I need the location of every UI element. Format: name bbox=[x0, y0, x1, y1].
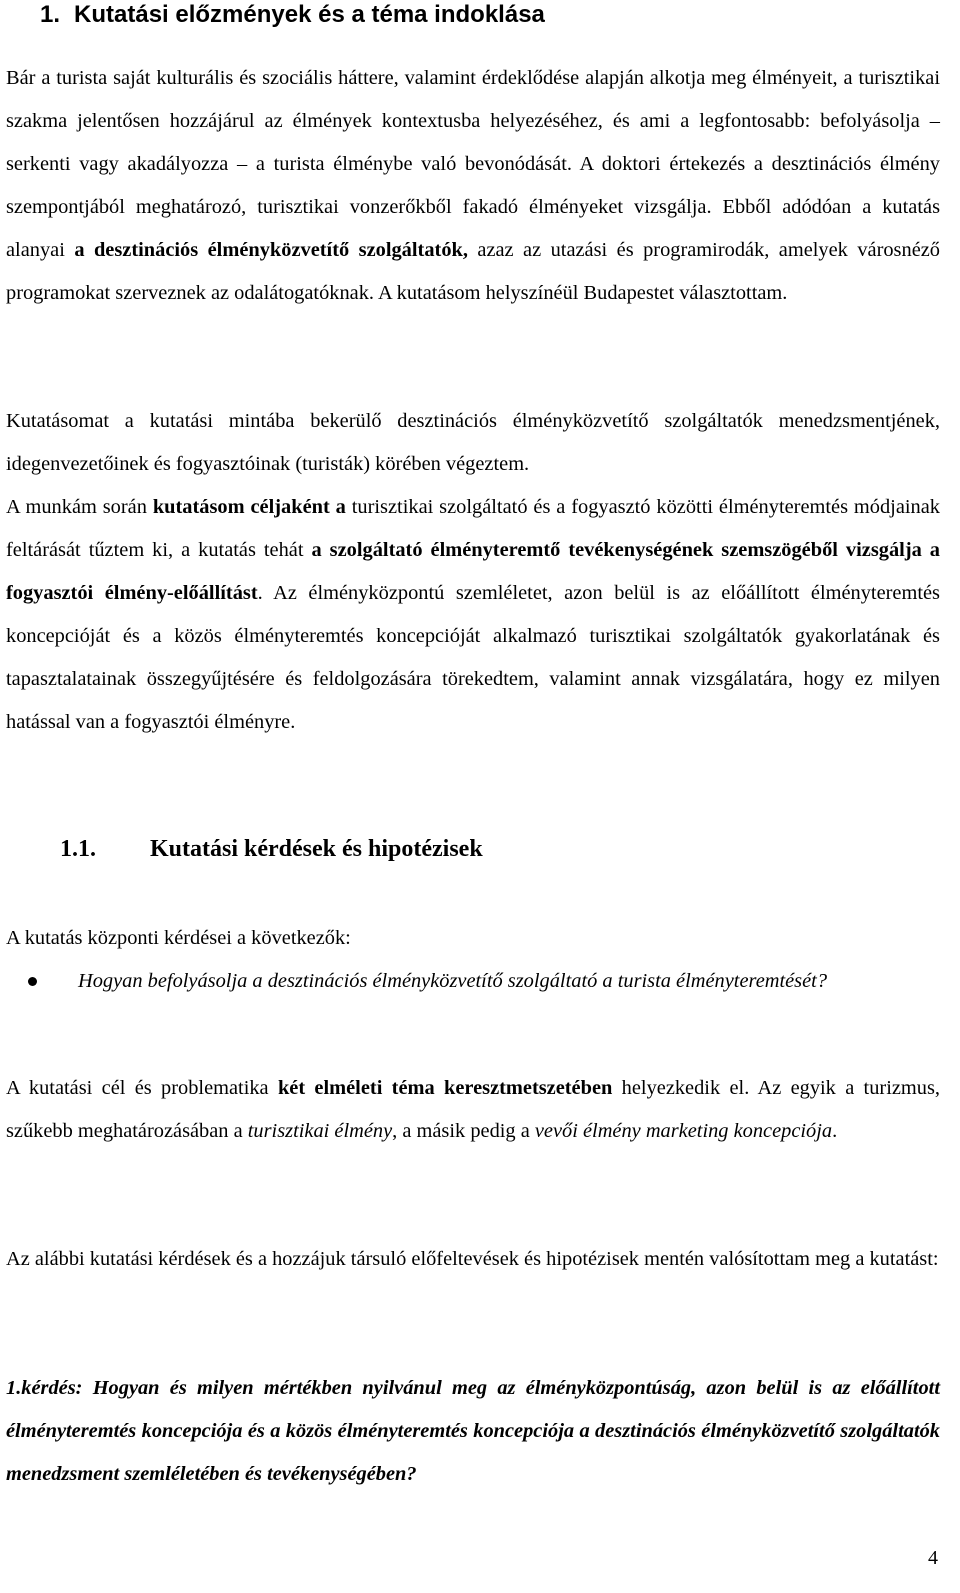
paragraph-text: turisztikai szolgáltató és a fogyasztó közötti élményteremtés módjainak feltárását tűztem ki, a kutatás tehát bbox=[6, 496, 940, 561]
paragraph-sample: Kutatásomat a kutatási mintába bekerülő desztinációs élményközvetítő szolgáltatók menedzsmentjének, idegenvezetőinek és fogyasztóinak (turisták) körében végeztem. bbox=[6, 410, 940, 475]
subsection-title: Kutatási kérdések és hipotézisek bbox=[150, 836, 483, 862]
subsection-heading bbox=[60, 829, 483, 869]
bold-emphasis: kutatásom céljaként a bbox=[152, 496, 346, 518]
question-text: Hogyan és milyen mértékben nyilvánul meg az élményközpontúság, azon belül is az előállított élményteremtés koncepciója és a közös élményteremtés koncepciója a desztinációs élményközvetítő szolgáltatók menedzsment szemléletében és tevékenységében? bbox=[6, 1377, 940, 1485]
paragraph-text: . Az élményközpontú szemléletet, azon belül is az előállított élményteremtés koncepcióját és a közös élményteremtés koncepcióját alkalmazó turisztikai szolgáltatók gyakorlatának és tapasztalatainak összegyűjtésére és feldolgozására törekedtem, valamint annak vizsgálatára, hogy ez milyen hatással van a fogyasztói élményre. bbox=[6, 582, 940, 733]
subsection-number: 1.1. bbox=[60, 836, 96, 862]
paragraph-text: Bár a turista saját kulturális és szociális háttere, valamint érdeklődése alapján alkotja meg élményeit, a turisztikai szakma jelentősen hozzájárul az élmények kontextusba helyezéséhez, és ami a legfontosabb: befolyásolja – serkenti vagy akadályozza – a turista élménybe való bevonódását. A doktori értekezés a desztinációs élmény szempontjából meghatározó, turisztikai vonzerőkből fakadó élményeket vizsgálja. Ebből adódóan a kutatás alanyai bbox=[6, 67, 940, 261]
paragraph-themes bbox=[6, 1067, 940, 1153]
paragraph-text: , a másik pedig a bbox=[392, 1120, 535, 1142]
list-item bbox=[6, 960, 940, 1003]
section-heading bbox=[40, 0, 545, 30]
paragraph-background bbox=[6, 57, 940, 315]
bold-emphasis: a desztinációs élményközvetítő szolgáltatók, bbox=[74, 239, 468, 261]
page-number: 4 bbox=[928, 1547, 938, 1569]
bold-emphasis: a szolgáltató élményteremtő tevékenységének szemszögéből vizsgálja a fogyasztói élmény-előállítást bbox=[6, 539, 940, 604]
section-number: 1. bbox=[40, 1, 61, 28]
paragraph-text: . bbox=[832, 1120, 838, 1142]
section-title: Kutatási előzmények és a téma indoklása bbox=[74, 1, 545, 28]
paragraph-text: A kutatási cél és problematika bbox=[6, 1077, 278, 1099]
paragraph-questions-intro: A kutatás központi kérdései a következők: bbox=[6, 927, 351, 949]
paragraph-objective bbox=[6, 486, 940, 744]
italic-emphasis: turisztikai élmény bbox=[247, 1120, 393, 1142]
paragraph-text: helyezkedik el. Az egyik a turizmus, szűkebb meghatározásában a bbox=[6, 1077, 941, 1142]
research-question-1 bbox=[6, 1367, 940, 1496]
paragraph-text: A munkám során bbox=[6, 496, 153, 518]
bold-emphasis: két elméleti téma keresztmetszetében bbox=[277, 1077, 613, 1099]
question-label: 1.kérdés: bbox=[6, 1377, 83, 1399]
bullet-list bbox=[6, 960, 940, 1003]
paragraph-text: azaz az utazási és programirodák, amelyek városnéző programokat szerveznek az odalátogatóknak. A kutatásom helyszínéül Budapestet választottam. bbox=[6, 239, 940, 304]
italic-emphasis: vevői élmény marketing koncepciója bbox=[534, 1120, 833, 1142]
bullet-icon bbox=[28, 977, 37, 986]
bullet-text: Hogyan befolyásolja a desztinációs élményközvetítő szolgáltató a turista élményteremtését? bbox=[78, 970, 828, 992]
paragraph-method-intro: Az alábbi kutatási kérdések és a hozzájuk társuló előfeltevések és hipotézisek mentén valósítottam meg a kutatást: bbox=[6, 1248, 939, 1270]
